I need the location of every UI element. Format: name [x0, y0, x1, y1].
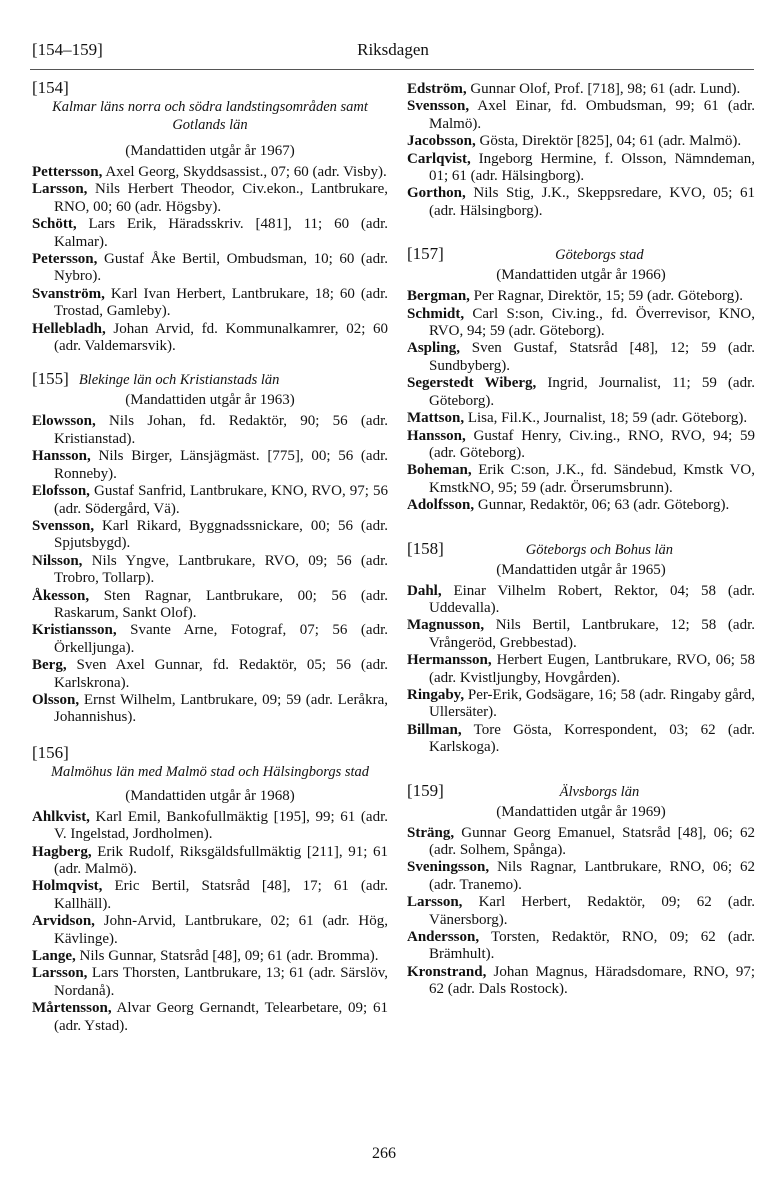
member-entry	[32, 1000, 388, 1035]
section-number: [155]	[32, 369, 69, 389]
member-name: Boheman,	[407, 462, 472, 479]
member-details: Gösta, Direktör [825], 04; 61 (adr. Malmö).	[475, 133, 742, 150]
member-details: Carl S:son, Civ.ing., fd. Överrevisor, KNO, RVO, 94; 59 (adr. Göteborg).	[429, 305, 755, 340]
member-details: Gustaf Åke Bertil, Ombudsman, 10; 60 (adr. Nybro).	[54, 251, 388, 285]
member-name: Elofsson,	[32, 483, 90, 500]
member-entry	[407, 687, 755, 722]
member-name: Sträng,	[407, 824, 455, 841]
member-entry	[32, 657, 388, 692]
member-entry	[32, 913, 388, 948]
member-entry	[32, 844, 388, 879]
member-entry	[407, 929, 755, 964]
member-name: Sveningsson,	[407, 859, 490, 876]
member-name: Olsson,	[32, 691, 80, 708]
member-details: Lars Thorsten, Lantbrukare, 13; 61 (adr. Särslöv, Nordanå).	[54, 965, 388, 999]
member-name: Svensson,	[407, 98, 470, 115]
member-details: Einar Vilhelm Robert, Rektor, 04; 58 (adr. Uddevalla).	[429, 582, 755, 616]
member-name: Adolfsson,	[407, 497, 475, 514]
member-entry	[407, 288, 755, 305]
mandate-period: (Mandattiden utgår år 1969)	[496, 803, 666, 820]
section-heading	[32, 78, 388, 98]
member-entry	[407, 583, 755, 618]
member-details: Gunnar Olof, Prof. [718], 98; 61 (adr. Lund).	[466, 81, 741, 97]
section-158	[407, 539, 755, 757]
member-entry	[407, 964, 755, 999]
member-entry	[407, 375, 755, 410]
member-details: Svante Arne, Fotograf, 07; 56 (adr. Örkelljunga).	[54, 622, 388, 656]
member-entry	[32, 321, 388, 356]
member-details: Ingrid, Journalist, 11; 59 (adr. Göteborg).	[429, 375, 755, 409]
member-entry	[407, 497, 755, 514]
member-details: Nils Gunnar, Statsråd [48], 09; 61 (adr. Bromma).	[75, 948, 379, 965]
section-heading	[407, 244, 755, 264]
member-name: Ahlkvist,	[32, 808, 90, 825]
section-heading	[32, 743, 388, 763]
mandate-period: (Mandattiden utgår år 1968)	[125, 787, 295, 804]
member-entry	[32, 518, 388, 553]
member-name: Holmqvist,	[32, 878, 103, 895]
member-details: Karl Ivan Herbert, Lantbrukare, 18; 60 (adr. Trostad, Gamleby).	[54, 285, 388, 320]
section-heading	[32, 369, 388, 389]
member-name: Elowsson,	[32, 413, 96, 430]
member-details: John-Arvid, Lantbrukare, 02; 61 (adr. Hög, Kävlinge).	[54, 913, 388, 947]
member-details: Nils Yngve, Lantbrukare, RVO, 09; 56 (adr. Trobro, Tollarp).	[54, 552, 388, 587]
member-details: Karl Herbert, Redaktör, 09; 62 (adr. Vänersborg).	[429, 894, 755, 928]
section-156	[32, 743, 388, 1035]
member-name: Petersson,	[32, 251, 98, 268]
member-entry	[32, 622, 388, 657]
member-name: Bergman,	[407, 288, 470, 305]
member-entry	[32, 181, 388, 216]
member-entry	[32, 448, 388, 483]
mandate-period: (Mandattiden utgår år 1967)	[125, 143, 295, 159]
member-name: Andersson,	[407, 929, 480, 946]
member-details: Lars Erik, Häradsskriv. [481], 11; 60 (adr. Kalmar).	[54, 216, 388, 250]
member-details: Eric Bertil, Statsråd [48], 17; 61 (adr. Kallhäll).	[54, 878, 388, 912]
section-region: Malmöhus län med Malmö stad och Hälsingborgs stad	[50, 763, 370, 780]
member-entry	[32, 809, 388, 844]
member-entry	[32, 965, 388, 1000]
member-entry	[407, 151, 755, 186]
member-entry	[407, 410, 755, 427]
member-details: Sven Gustaf, Statsråd [48], 12; 59 (adr. Sundbyberg).	[429, 340, 755, 374]
section-154	[32, 78, 388, 355]
member-entry	[407, 722, 755, 757]
member-name: Hermansson,	[407, 652, 492, 669]
member-details: Johan Arvid, fd. Kommunalkamrer, 02; 60 (adr. Valdemarsvik).	[54, 320, 388, 355]
right-column	[407, 74, 755, 999]
member-details: Ernst Wilhelm, Lantbrukare, 09; 59 (adr. Leråkra, Johannishus).	[54, 691, 388, 726]
member-details: Tore Gösta, Korrespondent, 03; 62 (adr. Karlskoga).	[429, 721, 755, 756]
member-details: Nils Ragnar, Lantbrukare, RNO, 06; 62 (adr. Tranemo).	[429, 859, 755, 893]
member-details: Gunnar Georg Emanuel, Statsråd [48], 06; 62 (adr. Solhem, Spånga).	[429, 824, 755, 858]
member-details: Erik C:son, J.K., fd. Sändebud, Kmstk VO, KmstkNO, 95; 59 (adr. Örserumsbrunn).	[429, 462, 755, 496]
section-number: [159]	[407, 780, 444, 800]
member-details: Gunnar, Redaktör, 06; 63 (adr. Göteborg).	[474, 497, 730, 514]
member-entry	[407, 306, 755, 341]
member-name: Pettersson,	[32, 164, 103, 180]
member-details: Alvar Georg Gernandt, Telearbetare, 09; 61 (adr. Ystad).	[54, 1000, 388, 1034]
member-details: Nils Herbert Theodor, Civ.ekon., Lantbrukare, RNO, 00; 60 (adr. Högsby).	[54, 181, 388, 215]
member-name: Dahl,	[407, 582, 442, 599]
member-entry	[407, 652, 755, 687]
member-entry	[407, 462, 755, 497]
member-details: Torsten, Redaktör, RNO, 09; 62 (adr. Brämhult).	[429, 929, 755, 963]
section-155	[32, 369, 388, 726]
member-name: Carlqvist,	[407, 150, 471, 167]
member-name: Mårtensson,	[32, 1000, 112, 1017]
member-name: Åkesson,	[32, 587, 90, 604]
section-heading	[407, 539, 755, 559]
member-details: Axel Einar, fd. Ombudsman, 99; 61 (adr. Malmö).	[429, 98, 755, 132]
member-entry	[32, 164, 388, 181]
member-name: Hansson,	[32, 448, 91, 465]
member-name: Berg,	[32, 657, 67, 674]
member-entry	[407, 133, 755, 150]
member-name: Larsson,	[32, 965, 88, 982]
member-name: Segerstedt Wiberg,	[407, 375, 537, 392]
member-name: Arvidson,	[32, 913, 95, 930]
member-entry	[407, 894, 755, 929]
member-name: Hellebladh,	[32, 320, 106, 337]
member-entry	[32, 588, 388, 623]
section-157	[407, 244, 755, 514]
member-details: Axel Georg, Skyddsassist., 07; 60 (adr. Visby).	[102, 164, 387, 180]
page-number: 266	[372, 1145, 396, 1162]
member-details: Gustaf Sanfrid, Lantbrukare, KNO, RVO, 97; 56 (adr. Södergård, Vä).	[54, 483, 388, 517]
member-name: Svanström,	[32, 285, 105, 302]
header-rule	[30, 69, 754, 70]
mandate-period: (Mandattiden utgår år 1966)	[496, 267, 666, 284]
left-column	[32, 74, 388, 1035]
section-heading	[407, 781, 755, 801]
member-details: Karl Emil, Bankofullmäktig [195], 99; 61 (adr. V. Ingelstad, Jordholmen).	[54, 808, 388, 843]
member-details: Nils Bertil, Lantbrukare, 12; 58 (adr. Vrångeröd, Grebbestad).	[429, 617, 755, 651]
member-entry	[32, 286, 388, 321]
member-details: Erik Rudolf, Riksgäldsfullmäktig [211], 91; 61 (adr. Malmö).	[54, 843, 388, 877]
member-details: Karl Rikard, Byggnadssnickare, 00; 56 (adr. Spjutsbygd).	[54, 517, 388, 552]
member-name: Schmidt,	[407, 305, 465, 322]
section-region: Göteborgs och Bohus län	[525, 541, 674, 558]
member-name: Edström,	[407, 81, 467, 97]
section-number: [157]	[407, 244, 444, 264]
member-details: Per Ragnar, Direktör, 15; 59 (adr. Göteborg).	[469, 288, 743, 305]
member-entry	[32, 553, 388, 588]
member-details: Nils Birger, Länsjägmäst. [775], 00; 56 (adr. Ronneby).	[54, 448, 388, 482]
header-title: Riksdagen	[357, 40, 429, 59]
section-region: Göteborgs stad	[555, 247, 644, 264]
member-entry	[32, 692, 388, 727]
member-entry	[32, 483, 388, 518]
member-name: Mattson,	[407, 410, 465, 427]
member-name: Larsson,	[32, 181, 88, 198]
member-name: Svensson,	[32, 517, 95, 534]
member-details: Ingeborg Hermine, f. Olsson, Nämndeman, 01; 61 (adr. Hälsingborg).	[429, 150, 755, 185]
section-number: [154]	[32, 78, 69, 97]
header-range: [154–159]	[32, 40, 103, 59]
member-details: Gustaf Henry, Civ.ing., RNO, RVO, 94; 59 (adr. Göteborg).	[429, 427, 755, 461]
section-159	[407, 781, 755, 999]
section-region: Kalmar läns norra och södra landstingsområden samt Gotlands län	[52, 99, 368, 133]
member-name: Larsson,	[407, 894, 463, 911]
member-name: Jacobsson,	[407, 133, 476, 150]
member-name: Ringaby,	[407, 686, 465, 703]
member-name: Schött,	[32, 216, 77, 233]
page-header	[32, 40, 754, 66]
member-details: Sven Axel Gunnar, fd. Redaktör, 05; 56 (adr. Karlskrona).	[54, 657, 388, 691]
member-name: Kronstrand,	[407, 963, 487, 980]
section-number: [156]	[32, 742, 69, 762]
member-name: Magnusson,	[407, 617, 485, 634]
member-entry	[407, 340, 755, 375]
member-details: Johan Magnus, Häradsdomare, RNO, 97; 62 (adr. Dals Rostock).	[429, 963, 755, 998]
member-name: Hansson,	[407, 427, 466, 444]
member-name: Kristiansson,	[32, 622, 117, 639]
mandate-period: (Mandattiden utgår år 1965)	[496, 561, 666, 578]
member-details: Sten Ragnar, Lantbrukare, 00; 56 (adr. Raskarum, Sankt Olof).	[54, 587, 388, 621]
member-name: Gorthon,	[407, 185, 466, 202]
member-details: Lisa, Fil.K., Journalist, 18; 59 (adr. Göteborg).	[464, 410, 748, 427]
section-region: Älvsborgs län	[559, 783, 640, 800]
member-entry	[32, 216, 388, 251]
member-name: Lange,	[32, 948, 76, 965]
section-number: [158]	[407, 538, 444, 558]
member-entry	[32, 413, 388, 448]
member-name: Aspling,	[407, 340, 460, 357]
member-entry	[407, 81, 755, 98]
member-name: Billman,	[407, 721, 462, 738]
member-entry	[407, 859, 755, 894]
member-details: Nils Stig, J.K., Skeppsredare, KVO, 05; 61 (adr. Hälsingborg).	[429, 185, 755, 219]
member-entry	[32, 878, 388, 913]
member-entry	[32, 948, 388, 965]
section-156-continued	[407, 81, 755, 220]
member-entry	[407, 185, 755, 220]
member-details: Nils Johan, fd. Redaktör, 90; 56 (adr. Kristianstad).	[54, 413, 388, 447]
member-entry	[407, 617, 755, 652]
member-entry	[407, 98, 755, 133]
section-region: Blekinge län och Kristianstads län	[78, 372, 280, 389]
mandate-period: (Mandattiden utgår år 1963)	[125, 392, 295, 409]
member-entry	[32, 251, 388, 286]
member-name: Hagberg,	[32, 843, 92, 860]
member-name: Nilsson,	[32, 552, 83, 569]
member-entry	[407, 825, 755, 860]
member-entry	[407, 428, 755, 463]
member-details: Per-Erik, Godsägare, 16; 58 (adr. Ringaby gård, Ullersäter).	[429, 686, 755, 721]
member-details: Herbert Eugen, Lantbrukare, RVO, 06; 58 (adr. Kvistljungby, Hovgården).	[429, 652, 755, 686]
